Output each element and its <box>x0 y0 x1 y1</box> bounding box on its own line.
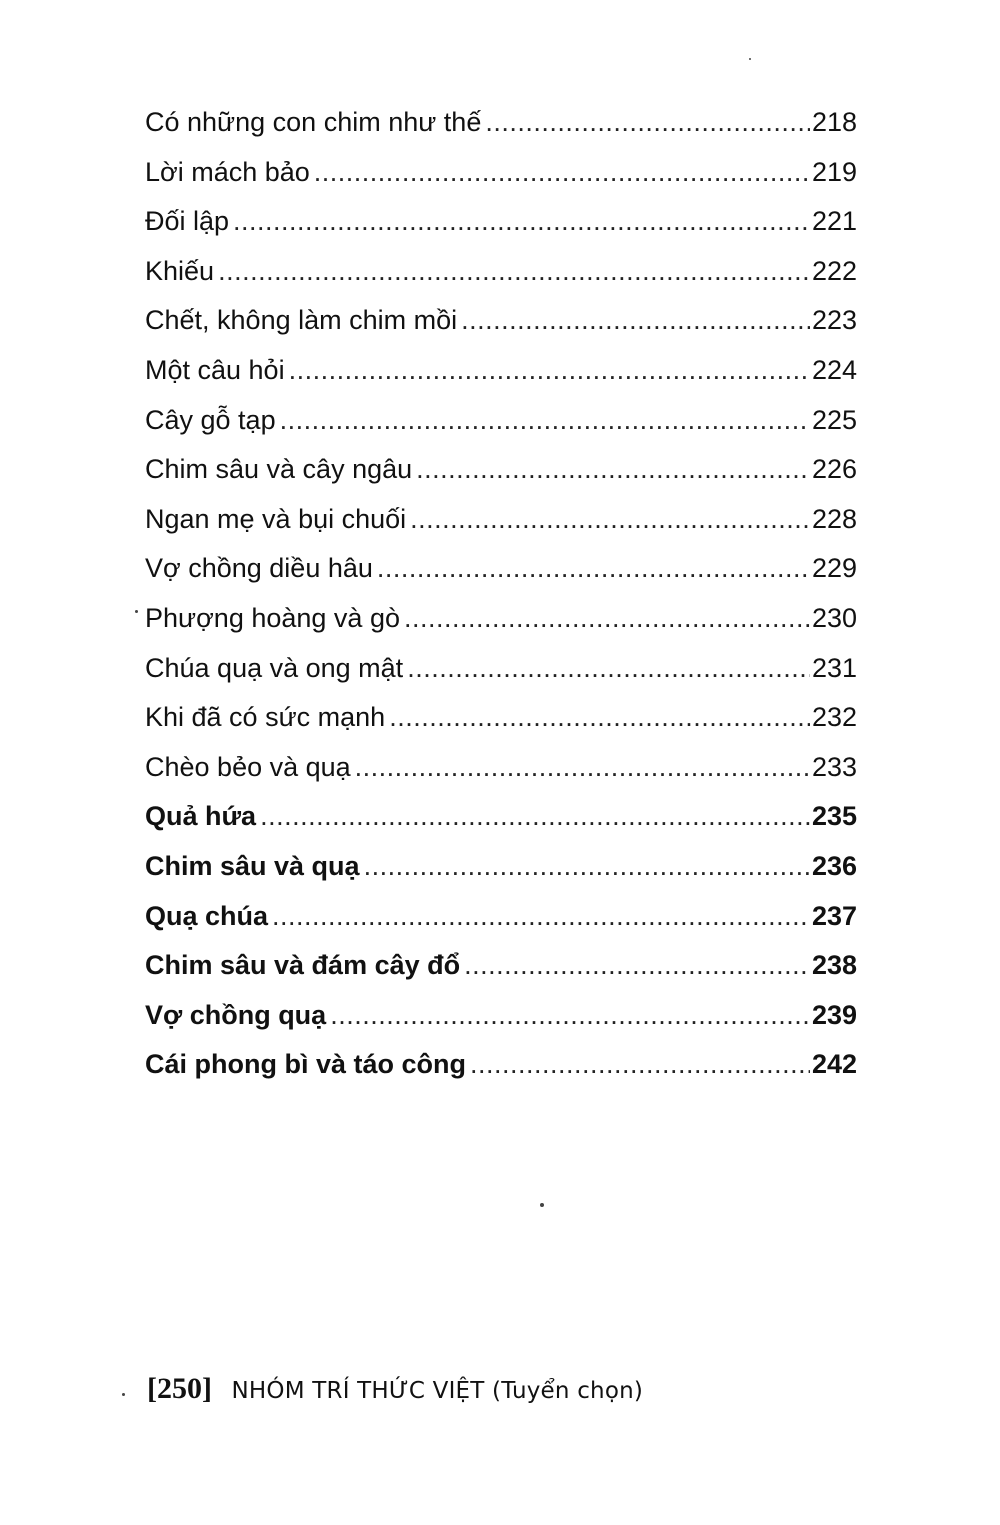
toc-entry-title: Chúa quạ và ong mật <box>145 652 404 683</box>
toc-entry-title: Chim sâu và đám cây đổ <box>145 950 461 981</box>
toc-entry <box>145 296 857 346</box>
toc-entry-title: Quạ chúa <box>145 900 269 931</box>
toc-entry <box>145 544 857 594</box>
dot-leader <box>280 396 810 446</box>
toc-entry-title: Lời mách bảo <box>145 156 310 187</box>
dot-leader <box>233 197 810 247</box>
toc-entry-title: Quả hứa <box>145 801 257 832</box>
dot-leader <box>355 743 810 793</box>
dot-leader <box>330 991 810 1041</box>
dot-leader <box>272 892 810 942</box>
toc-entry-page: 225 <box>811 404 857 435</box>
dot-leader <box>404 594 810 644</box>
toc-entry-title: Vợ chồng diều hâu <box>145 553 373 584</box>
dot-leader <box>218 247 810 297</box>
toc-entry <box>145 594 857 644</box>
toc-entry-title: Vợ chồng quạ <box>145 999 327 1030</box>
toc-entry <box>145 346 857 396</box>
toc-entry-page: 232 <box>811 702 857 733</box>
toc-entry <box>145 98 857 148</box>
toc-entry-title: Chèo bẻo và quạ <box>145 751 351 782</box>
toc-entry-title: Chim sâu và quạ <box>145 850 360 881</box>
toc-entry <box>145 396 857 446</box>
toc-entry <box>145 445 857 495</box>
dot-leader <box>464 941 810 991</box>
toc-entry-title: Khiếu <box>145 255 215 286</box>
toc-entry-page: 219 <box>811 156 857 187</box>
table-of-contents <box>145 98 857 1090</box>
page-number: [250] <box>147 1372 212 1405</box>
dot-leader <box>485 98 810 148</box>
toc-entry-title: Có những con chim như thế <box>145 107 482 137</box>
toc-entry-title: Chết, không làm chim mồi <box>145 305 458 336</box>
toc-entry-page: 230 <box>811 602 857 633</box>
toc-entry-page: 238 <box>811 950 857 981</box>
scan-speck <box>122 1393 125 1396</box>
toc-entry <box>145 247 857 297</box>
toc-entry-page: 236 <box>811 850 857 881</box>
toc-entry-title: Ngan mẹ và bụi chuối <box>145 503 407 534</box>
dot-leader <box>314 148 810 198</box>
toc-entry-title: Khi đã có sức mạnh <box>145 702 386 733</box>
toc-entry-title: Đối lập <box>145 206 230 237</box>
toc-entry <box>145 941 857 991</box>
toc-entry-page: 235 <box>811 801 857 832</box>
dot-leader <box>407 644 810 694</box>
dot-leader <box>416 445 810 495</box>
toc-entry-page: 226 <box>811 454 857 485</box>
toc-entry <box>145 842 857 892</box>
dot-leader <box>461 296 810 346</box>
running-title: NHÓM TRÍ THỨC VIỆT (Tuyển chọn) <box>231 1378 644 1404</box>
scan-speck <box>135 610 138 613</box>
toc-entry-page: 242 <box>811 1049 857 1080</box>
toc-entry <box>145 792 857 842</box>
toc-entry-title: Cái phong bì và táo công <box>145 1049 467 1080</box>
toc-entry-page: 223 <box>811 305 857 336</box>
toc-entry-page: 233 <box>811 751 857 782</box>
toc-entry-title: Cây gỗ tạp <box>145 404 276 435</box>
toc-entry <box>145 495 857 545</box>
toc-entry-title: Phượng hoàng và gò <box>145 602 400 633</box>
toc-entry <box>145 148 857 198</box>
toc-entry <box>145 1040 857 1090</box>
dot-leader <box>289 346 810 396</box>
toc-entry <box>145 743 857 793</box>
dot-leader <box>410 495 810 545</box>
toc-entry-page: 229 <box>811 553 857 584</box>
dot-leader <box>470 1040 810 1090</box>
toc-entry <box>145 892 857 942</box>
toc-entry-page: 222 <box>811 255 857 286</box>
toc-entry <box>145 644 857 694</box>
scan-speck <box>749 58 751 60</box>
toc-entry-page: 221 <box>811 206 857 237</box>
toc-entry <box>145 693 857 743</box>
dot-leader <box>260 792 810 842</box>
dot-leader <box>377 544 810 594</box>
toc-entry-page: 239 <box>811 999 857 1030</box>
toc-entry-page: 218 <box>811 107 857 137</box>
toc-entry <box>145 197 857 247</box>
dot-leader <box>364 842 810 892</box>
toc-entry-title: Chim sâu và cây ngâu <box>145 454 413 485</box>
toc-entry-page: 224 <box>811 354 857 385</box>
toc-entry-page: 237 <box>811 900 857 931</box>
page-footer <box>147 1372 643 1406</box>
toc-entry-title: Một câu hỏi <box>145 354 285 385</box>
toc-entry <box>145 991 857 1041</box>
toc-entry-page: 231 <box>811 652 857 683</box>
scan-speck <box>540 1203 544 1207</box>
dot-leader <box>389 693 810 743</box>
toc-entry-page: 228 <box>811 503 857 534</box>
